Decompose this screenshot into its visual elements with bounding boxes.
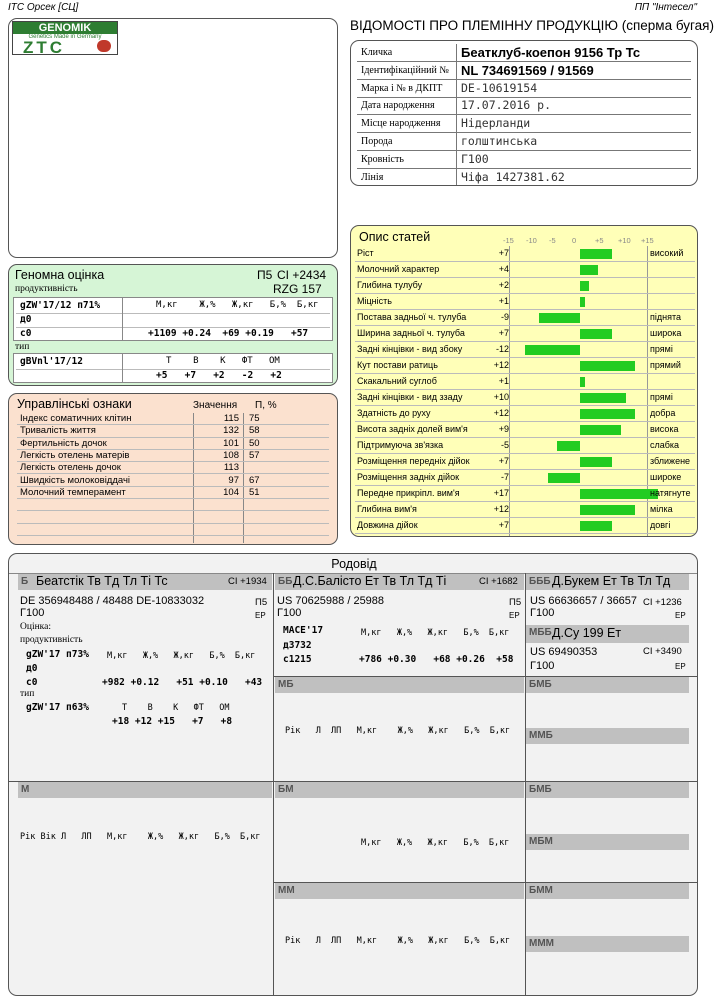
conformation-bar <box>580 377 585 387</box>
conformation-bar <box>580 457 612 467</box>
conformation-value: +12 <box>493 504 509 514</box>
conformation-trait: Скакальний суглоб <box>357 376 437 386</box>
conformation-bar <box>580 489 658 499</box>
bmb2-tag: БМБ <box>529 784 552 795</box>
id-row <box>357 133 691 151</box>
ff-values: +786 +0.30 +68 +0.26 +58 <box>359 654 514 665</box>
conformation-trait: Ріст <box>357 248 374 258</box>
conformation-row <box>355 470 695 486</box>
mff-ep: ЕР <box>675 662 686 671</box>
prod-cols: М,кг Ж,% Ж,кг Б,% Б,кг <box>156 300 319 310</box>
conformation-desc: прямий <box>650 360 681 370</box>
conformation-trait: Постава задньої ч. тулуба <box>357 312 467 322</box>
org-left: ІТС Орсек [СЦ] <box>8 2 79 13</box>
conformation-trait: Задні кінцівки - вид збоку <box>357 344 463 354</box>
id-row <box>357 97 691 115</box>
bmm-tag: БММ <box>529 885 553 896</box>
conformation-row <box>355 358 695 374</box>
conformation-desc: широка <box>650 328 682 338</box>
conformation-row <box>355 486 695 502</box>
conformation-value: +7 <box>498 456 509 466</box>
management-trait: Легкість отелень матерів <box>20 449 130 461</box>
management-title: Управлінські ознаки <box>17 397 132 411</box>
id-row <box>357 44 691 62</box>
conformation-value: +10 <box>493 392 509 402</box>
fff-blood: Г100 <box>530 607 555 619</box>
genomic-p: П5 <box>257 268 273 282</box>
conformation-desc: прямі <box>650 344 673 354</box>
ff-code: MACE'17 <box>283 625 324 636</box>
management-value: 104 <box>223 486 239 498</box>
conformation-value: +4 <box>498 264 509 274</box>
conformation-desc: слабка <box>650 440 680 450</box>
bmb-tag: БМБ <box>529 679 552 690</box>
conformation-bar <box>580 505 635 515</box>
fff-id: US 66636657 / 36657 <box>530 595 638 607</box>
id-value: голштинська <box>461 134 538 148</box>
sire-prod-code: gZW'17 п73% <box>26 649 89 660</box>
sire-prod-values: +982 +0.12 +51 +0.10 +43 <box>102 677 263 688</box>
conformation-bar <box>580 409 635 419</box>
scale-tick: -5 <box>549 236 556 245</box>
ff-blood: Г100 <box>277 607 302 619</box>
genomic-ci: CI +2434 <box>277 268 327 282</box>
conformation-value: +7 <box>498 328 509 338</box>
fm-tag: БМ <box>278 784 294 795</box>
pedigree-title: Родовід <box>331 557 377 571</box>
conformation-row <box>355 454 695 470</box>
logo-brand: GENOMIK <box>13 22 117 34</box>
sire-type-cols: Т В К ФТ ОМ <box>122 703 230 713</box>
conformation-desc: піднята <box>650 312 681 322</box>
conformation-desc: прямі <box>650 392 673 402</box>
management-trait: Індекс соматичних клітин <box>20 413 132 424</box>
id-label: Дата народження <box>361 100 435 112</box>
management-trait: Тривалість життя <box>20 425 96 437</box>
ff-d: д3732 <box>283 640 312 651</box>
id-row <box>357 151 691 169</box>
fff-tag: БББ <box>529 576 551 587</box>
conformation-trait: Ширина задньої ч. тулуба <box>357 328 465 338</box>
conformation-trait: Глибина тулубу <box>357 280 423 290</box>
conformation-row <box>355 262 695 278</box>
conformation-bar <box>548 473 580 483</box>
type-values: +5 +7 +2 -2 +2 <box>156 370 282 381</box>
prod-d0: д0 <box>20 314 32 325</box>
conformation-desc: високий <box>650 248 684 258</box>
genomic-rzg: RZG 157 <box>273 282 322 296</box>
conformation-trait: Здатність до руху <box>357 408 431 418</box>
conformation-value: +12 <box>493 360 509 370</box>
conformation-row <box>355 406 695 422</box>
sire-ep: ЕР <box>255 611 266 620</box>
conformation-row <box>355 278 695 294</box>
management-trait: Молочний темперамент <box>20 486 126 498</box>
management-row <box>17 536 329 545</box>
conformation-value: +2 <box>498 280 509 290</box>
conformation-trait: Передне прикріпл. вим'я <box>357 488 460 498</box>
conformation-panel <box>350 225 698 537</box>
management-panel <box>8 393 338 545</box>
conformation-value: -7 <box>500 472 509 482</box>
management-trait: Легкість отелень дочок <box>20 462 121 474</box>
mff-id: US 69490353 <box>530 646 598 658</box>
conformation-trait: Глибина вим'я <box>357 504 417 514</box>
org-right: ПП "Інтесел" <box>634 2 697 13</box>
conformation-trait: Міцність <box>357 296 392 306</box>
sire-prod: продуктивність <box>20 635 83 645</box>
conformation-trait: Розміщення передніх дійок <box>357 456 470 466</box>
ff-c: с1215 <box>283 654 312 665</box>
conformation-value: +17 <box>493 488 509 498</box>
conformation-row <box>355 326 695 342</box>
conformation-row <box>355 294 695 310</box>
photo-panel <box>8 18 338 258</box>
management-row <box>17 413 329 425</box>
management-row <box>17 511 329 523</box>
genomic-subtitle: продуктивність <box>15 284 78 294</box>
conformation-value: -5 <box>500 440 509 450</box>
type-label: тип <box>15 342 30 352</box>
management-pct: 67 <box>249 474 260 486</box>
mm-tag: ММ <box>278 885 295 896</box>
id-value: Г100 <box>461 151 489 166</box>
logo <box>12 21 118 55</box>
id-label: Лінія <box>361 171 384 183</box>
logo-tagline: Genetics Made in Germany <box>28 34 102 40</box>
conformation-trait: Підтримуюча зв'язка <box>357 440 444 450</box>
mmb-tag: ММБ <box>529 730 553 741</box>
conformation-row <box>355 518 695 534</box>
management-row <box>17 524 329 536</box>
id-value: NL 734691569 / 91569 <box>461 62 594 78</box>
scale-tick: +10 <box>618 236 631 245</box>
conformation-bar <box>580 281 589 291</box>
management-value: 115 <box>223 413 239 424</box>
conformation-row <box>355 438 695 454</box>
conformation-trait: Довжина дійок <box>357 520 418 530</box>
sire-type-code: gZW'17 п63% <box>26 702 89 713</box>
logo-mark: ZTC <box>23 38 66 57</box>
conformation-trait: Кут постави ратиць <box>357 360 438 370</box>
management-value: 97 <box>228 474 239 486</box>
ff-tag: ББ <box>278 576 293 587</box>
sire-ci: CI +1934 <box>228 576 267 587</box>
sire-prod-cols: М,кг Ж,% Ж,кг Б,% Б,кг <box>107 651 256 661</box>
sire-p: П5 <box>255 597 268 608</box>
conformation-value: +1 <box>498 376 509 386</box>
mf-cols: Рік Л ЛП М,кг Ж,% Ж,кг Б,% Б,кг <box>285 726 511 736</box>
mf-tag: МБ <box>278 679 294 690</box>
id-row <box>357 169 691 186</box>
management-trait: Фертильність дочок <box>20 437 107 449</box>
conformation-value: +12 <box>493 408 509 418</box>
management-row <box>17 475 329 487</box>
prod-c0: с0 <box>20 328 32 339</box>
conformation-bar <box>580 265 598 275</box>
management-row <box>17 425 329 437</box>
conformation-desc: широке <box>650 472 682 482</box>
mmm-tag: МММ <box>529 938 554 949</box>
ff-ci: CI +1682 <box>479 576 518 587</box>
sire-type-values: +18 +12 +15 +7 +8 <box>112 716 233 727</box>
bull-icon <box>97 40 111 52</box>
conformation-value: +9 <box>498 424 509 434</box>
management-pct: 75 <box>249 413 260 424</box>
conformation-row <box>355 342 695 358</box>
ff-name: Д.С.Балісто Ет Тв Тл Тд Ті <box>293 574 447 588</box>
mff-ci: CI +3490 <box>643 646 682 657</box>
management-row <box>17 450 329 462</box>
conformation-desc: довгі <box>650 520 671 530</box>
id-row <box>357 80 691 98</box>
conformation-bar <box>525 345 580 355</box>
id-label: Кличка <box>361 47 393 58</box>
sire-c0: с0 <box>26 677 38 688</box>
scale-tick: +15 <box>641 236 654 245</box>
management-value: 108 <box>223 449 239 461</box>
id-label: Ідентифікаційний № <box>361 64 449 76</box>
management-row <box>17 462 329 474</box>
conformation-row <box>355 422 695 438</box>
id-value: Нідерланди <box>461 116 531 131</box>
conformation-bar <box>557 441 580 451</box>
genomic-panel <box>8 264 338 386</box>
scale-tick: 0 <box>572 236 577 245</box>
sire-name: Беатстік Тв Тд Тл Ті Тс <box>36 574 168 588</box>
conformation-bar <box>580 425 621 435</box>
id-value: Чіфа 1427381.62 <box>461 169 565 184</box>
management-pct: 57 <box>249 449 260 461</box>
sire-blood: Г100 <box>20 607 45 619</box>
conformation-bar <box>580 329 612 339</box>
management-row <box>17 499 329 511</box>
id-label: Кровність <box>361 153 404 165</box>
dam-tag: М <box>21 784 30 795</box>
ff-ep: ЕР <box>509 611 520 620</box>
conformation-trait: Задні кінцівки - вид ззаду <box>357 392 463 402</box>
conformation-desc: натягнуте <box>650 488 691 498</box>
id-label: Марка і № в ДКПТ <box>361 82 443 94</box>
conformation-value: +1 <box>498 296 509 306</box>
scale-tick: +5 <box>595 236 604 245</box>
conformation-desc: зближене <box>650 456 691 466</box>
pedigree-panel <box>8 553 698 996</box>
id-value: 17.07.2016 р. <box>461 98 552 113</box>
ff-cols: М,кг Ж,% Ж,кг Б,% Б,кг <box>361 628 510 638</box>
id-label: Місце народження <box>361 118 441 130</box>
mff-blood: Г100 <box>530 660 555 672</box>
conformation-row <box>355 246 695 262</box>
prod-code: gZW'17/12 п71% <box>20 300 101 311</box>
fm-cols: М,кг Ж,% Ж,кг Б,% Б,кг <box>361 838 510 848</box>
conformation-row <box>355 310 695 326</box>
conformation-value: +7 <box>498 248 509 258</box>
conformation-title: Опис статей <box>359 230 431 244</box>
conformation-bar <box>580 361 635 371</box>
mff-tag: МББ <box>529 627 552 638</box>
conformation-value: -9 <box>500 312 509 322</box>
id-row <box>357 62 691 80</box>
management-value: 113 <box>223 462 239 474</box>
conformation-bar <box>580 297 585 307</box>
conformation-desc: добра <box>650 408 676 418</box>
ff-id: US 70625988 / 25988 <box>277 595 385 607</box>
mm-cols: Рік Л ЛП М,кг Ж,% Ж,кг Б,% Б,кг <box>285 936 511 946</box>
management-row <box>17 438 329 450</box>
conformation-value: -12 <box>495 344 509 354</box>
conformation-row <box>355 502 695 518</box>
conformation-bar <box>580 521 612 531</box>
conformation-bar <box>539 313 580 323</box>
management-pct: 50 <box>249 437 260 449</box>
management-value: 132 <box>223 425 239 437</box>
conformation-row <box>355 390 695 406</box>
management-trait: Швидкість молоковіддачі <box>20 474 131 486</box>
conformation-value: +7 <box>498 520 509 530</box>
type-code: gBVnl'17/12 <box>20 356 83 367</box>
dam-cols: Рік Вік Л ЛП М,кг Ж,% Ж,кг Б,% Б,кг <box>20 832 261 842</box>
sire-d0: д0 <box>26 663 38 674</box>
genomic-title: Геномна оцінка <box>15 268 105 282</box>
sire-id: DE 356948488 / 48488 DE-10833032 <box>20 595 205 607</box>
fff-name: Д.Букем Ет Тв Тл Тд <box>552 574 671 588</box>
management-pct: 58 <box>249 425 260 437</box>
management-row <box>17 487 329 499</box>
conformation-trait: Розміщення задніх дійок <box>357 472 460 482</box>
sire-type-label: тип <box>20 689 35 699</box>
type-cols: Т В К ФТ ОМ <box>166 356 280 366</box>
management-col-value: Значення <box>193 400 238 411</box>
conformation-bar <box>580 249 612 259</box>
conformation-row <box>355 374 695 390</box>
scale-tick: -10 <box>526 236 537 245</box>
sire-tag: Б <box>21 576 29 587</box>
management-col-pct: П, % <box>255 400 277 411</box>
fff-ci: CI +1236 <box>643 597 682 608</box>
conformation-trait: Молочний характер <box>357 264 440 274</box>
id-value: DE-10619154 <box>461 80 538 95</box>
identification-panel <box>350 40 698 186</box>
fff-ep: ЕР <box>675 611 686 620</box>
mff-name: Д.Су 199 Ет <box>552 626 622 640</box>
conformation-desc: мілка <box>650 504 673 514</box>
scale-tick: -15 <box>503 236 514 245</box>
prod-c0-values: +1109 +0.24 +69 +0.19 +57 <box>148 328 309 339</box>
id-value: Беатклуб-коепон 9156 Тр Тс <box>461 45 641 60</box>
mbm-tag: МБМ <box>529 836 553 847</box>
conformation-trait: Висота задніх долей вим'я <box>357 424 468 434</box>
conformation-desc: висока <box>650 424 679 434</box>
id-row <box>357 115 691 133</box>
ff-p: П5 <box>509 597 522 608</box>
management-pct: 51 <box>249 486 260 498</box>
sire-eval: Оцінка: <box>20 622 51 632</box>
document-title: ВІДОМОСТІ ПРО ПЛЕМІННУ ПРОДУКЦІЮ (сперма бугая) <box>350 18 714 33</box>
id-label: Порода <box>361 136 393 147</box>
conformation-bar <box>580 393 626 403</box>
management-value: 101 <box>223 437 239 449</box>
